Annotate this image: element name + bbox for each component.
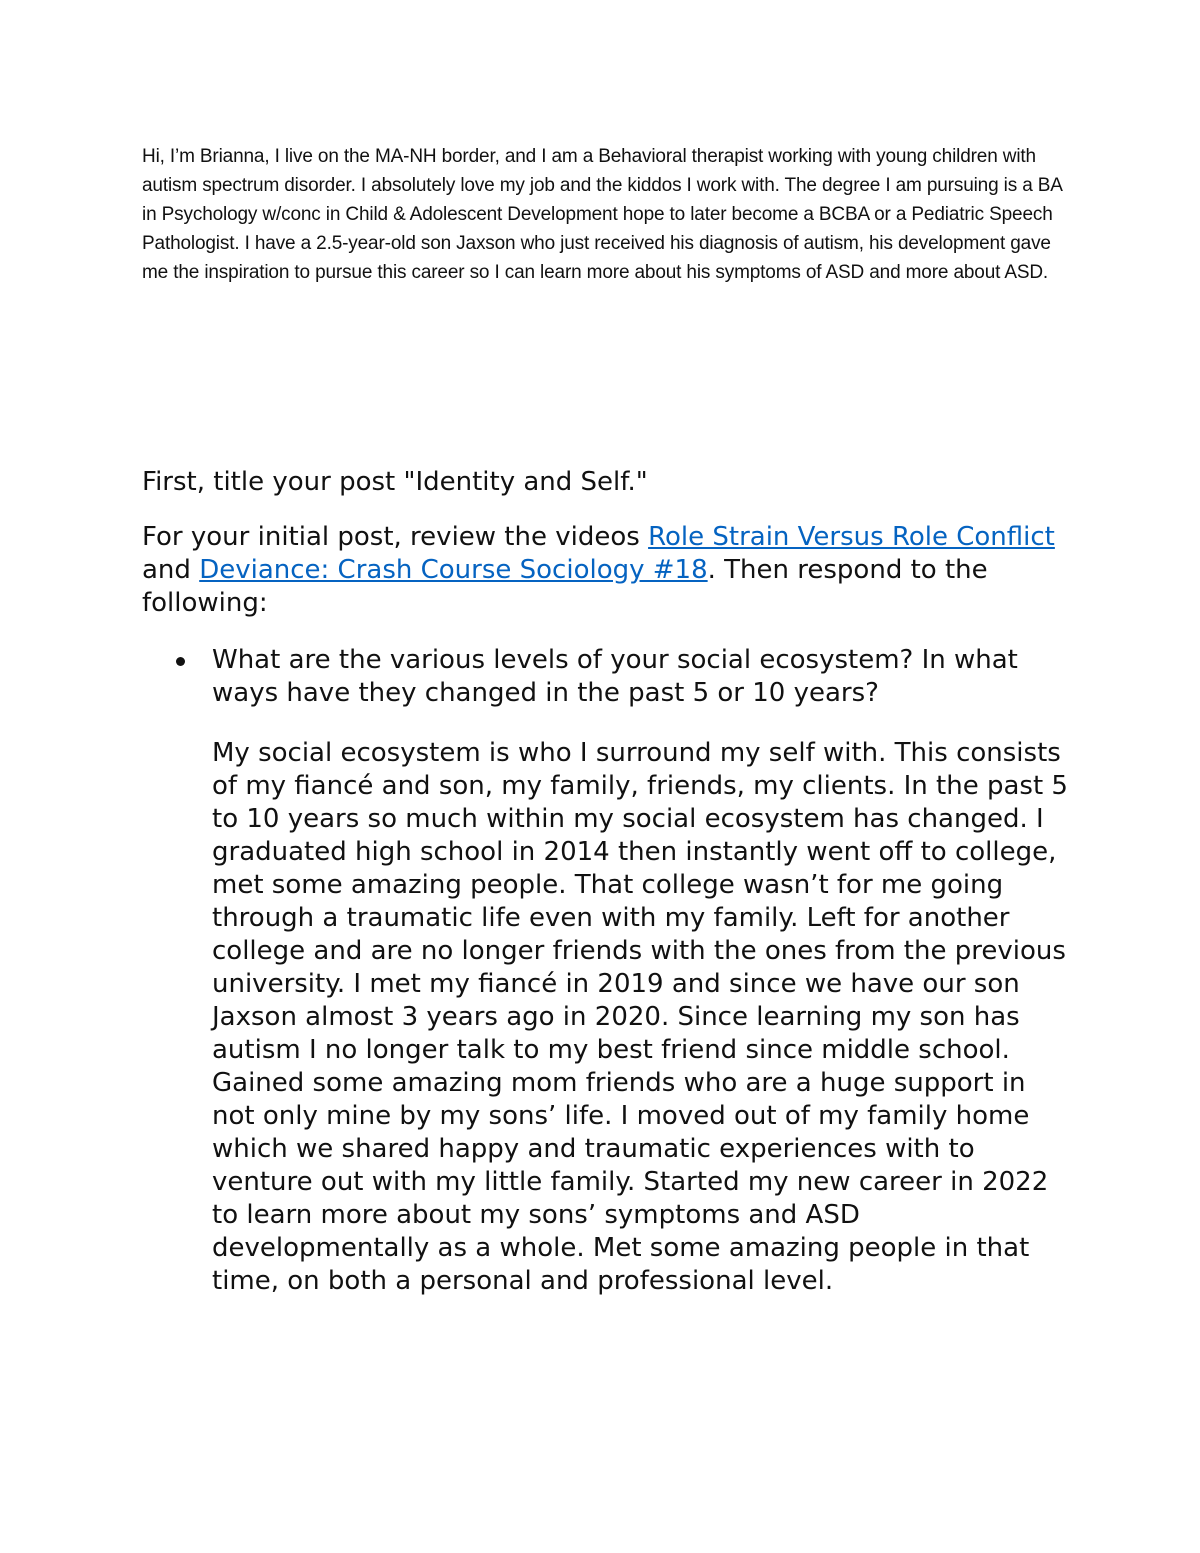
title-instruction: First, title your post "Identity and Self." — [142, 467, 648, 497]
review-prefix: For your initial post, review the videos — [142, 522, 649, 552]
bullet-icon — [176, 657, 185, 666]
intro-paragraph: Hi, I’m Brianna, I live on the MA-NH border, and I am a Behavioral therapist working with young children with autism spectrum disorder. I absolutely love my job and the kiddos I work with. The degree I am pursuing is a BA in Psychology w/conc in Child & Adolescent Development hope to later become a BCBA or a Pediatric Speech Pathologist. I have a 2.5-year-old son Jaxson who just received his diagnosis of autism, his development gave me the inspiration to pursue this career so I can learn more about his symptoms of ASD and more about ASD. — [142, 146, 1062, 283]
question-text: What are the various levels of your social ecosystem? In what ways have they changed in the past 5 or 10 years? — [212, 645, 1018, 708]
assignment-prompt — [142, 466, 1072, 1298]
review-instruction — [142, 521, 1072, 620]
role-strain-video-link[interactable]: Role Strain Versus Role Conflict — [648, 522, 1055, 552]
deviance-video-link[interactable]: Deviance: Crash Course Sociology #18 — [199, 555, 708, 585]
list-item — [142, 644, 1072, 1298]
review-suffix: . Then respond to the following: — [142, 555, 988, 618]
answer-text: My social ecosystem is who I surround my self with. This consists of my fiancé and son, my family, friends, my clients. In the past 5 to 10 years so much within my social ecosystem has changed. I graduated high school in 2014 then instantly went off to college, met some amazing people. That college wasn’t for me going through a traumatic life even with my family. Left for another college and are no longer friends with the ones from the previous university. I met my fiancé in 2019 and since we have our son Jaxson almost 3 years ago in 2020. Since learning my son has autism I no longer talk to my best friend since middle school. Gained some amazing mom friends who are a huge support in not only mine by my sons’ life. I moved out of my family home which we shared happy and traumatic experiences with to venture out with my little family. Started my new career in 2022 to learn more about my sons’ symptoms and ASD developmentally as a whole. Met some amazing people in that time, on both a personal and professional level. — [212, 738, 1068, 1296]
question-list — [142, 644, 1072, 1298]
review-and: and — [142, 555, 200, 585]
